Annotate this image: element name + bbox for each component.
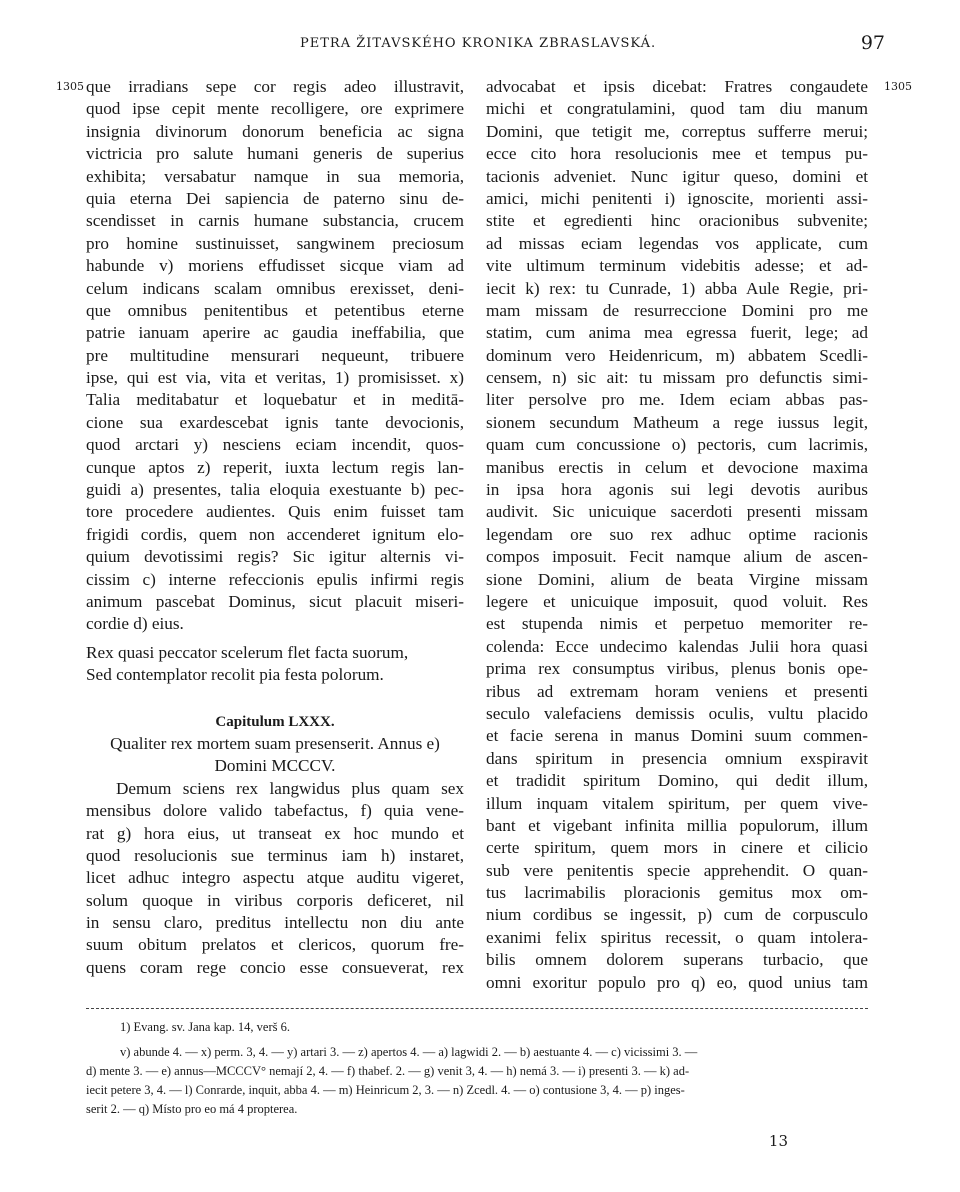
text-line: quia eterna Dei sapiencia de paterno sinu de- — [86, 188, 464, 208]
page-number: 97 — [860, 32, 885, 54]
text-line: ribus ad extremam horam veniens et presenti — [486, 681, 868, 701]
footnote-variants — [86, 1043, 868, 1119]
text-line: Demum sciens rex langwidus plus quam sex — [116, 778, 464, 798]
running-title: PETRA ŽITAVSKÉHO KRONIKA ZBRASLAVSKÁ. — [300, 36, 657, 51]
text-line: mensibus dolore valido tabefactus, f) quia vene- — [86, 801, 464, 821]
text-line: liter persolve pro me. Idem eciam abbas pas- — [486, 390, 868, 410]
text-line: quium devotissimi regis? Sic igitur alternis vi- — [86, 547, 464, 567]
text-line: que omnibus penitentibus et petentibus eterne — [86, 300, 464, 320]
text-line: in ipsa hora agonis sui legi devotis auribus — [486, 480, 868, 500]
text-line: animum pascebat Dominus, sicut placuit miseri- — [86, 591, 464, 611]
text-line: bant et vigebant infinita millia populorum, illum — [486, 815, 868, 835]
text-line: licet adhuc integro aspectu atque auditu vigeret, — [86, 868, 464, 888]
text-line: cunque aptos z) reperit, iuxta lectum regis lan- — [86, 457, 464, 477]
left-paragraph — [86, 76, 464, 636]
text-line: audivit. Sic unicuique sacerdoti presenti missam — [486, 502, 868, 522]
text-line: sub vere penitentis specie apprehendit. O quan- — [486, 860, 868, 880]
text-line: celum indicans scalam omnibus erexisset, deni- — [86, 278, 464, 298]
text-line: vite ultimum terminum videbitis adesse; et ad- — [486, 256, 868, 276]
verse-line: Sed contemplator recolit pia festa polorum. — [86, 665, 384, 685]
text-line: victricia pro salute humani generis de superius — [86, 144, 464, 164]
text-line: insignia divinorum donorum beneficia ac signa — [86, 121, 464, 141]
text-line: tacionis adveniet. Nunc igitur queso, domini et — [486, 166, 868, 186]
text-line: advocabat et ipsis dicebat: Fratres congaudete — [486, 77, 868, 96]
text-line: ipse, qui est via, vita et veritas, 1) promisisset. x) — [86, 368, 464, 388]
text-line: pre multitudine mensurari nequeunt, tribuere — [86, 345, 464, 365]
verse — [86, 642, 464, 687]
text-line: scendisset in carnis humane substancia, crucem — [86, 211, 464, 231]
verse-line: Rex quasi peccator scelerum flet facta suorum, — [86, 642, 409, 662]
text-line: que irradians sepe cor regis adeo illustravit, — [86, 77, 464, 96]
text-line: stite et egredienti hinc oracionibus subvenite; — [486, 211, 868, 231]
text-line: suum obitum prelatos et clericos, quorum fre- — [86, 935, 464, 955]
text-line: legendam ore suo rex adhuc optime racionis — [486, 524, 868, 544]
footnote-separator — [86, 1008, 868, 1009]
text-line: illum inquam vitalem spiritum, per quem vive- — [486, 793, 868, 813]
footnote-line: v) abunde 4. — x) perm. 3, 4. — y) artari 3. — z) apertos 4. — a) lagwidi 2. — b) aestuante 4. — c) vicissimi 3. — — [120, 1045, 698, 1059]
text-line: et tradidit spiritum Domino, qui dedit illum, — [486, 771, 868, 791]
text-line: quod arctari y) nesciens eciam incendit, quos- — [86, 435, 464, 455]
text-line: frigidi cordis, quem non accenderet ignitum elo- — [86, 524, 464, 544]
text-line: est stupenda nimis et perpetuo memoriter re- — [486, 614, 868, 634]
text-line: censem, n) sic ait: tu missam pro defunctis simi- — [486, 368, 868, 388]
chapter-subtitle — [86, 733, 464, 778]
text-line: quam cum concussione o) pectoris, cum lacrimis, — [486, 435, 868, 455]
text-line: exanimi felix spiritus recessit, o quam intolera- — [486, 927, 868, 947]
signature-mark: 13 — [768, 1132, 788, 1150]
text-line: certe spiritum, quem mors in cinere et cilicio — [486, 838, 868, 858]
subtitle-line: Domini MCCCV. — [214, 756, 336, 776]
text-line: amici, michi penitenti i) ignoscite, morienti assi- — [486, 188, 868, 208]
chapter-title: Capitulum LXXX. — [215, 713, 335, 730]
text-line: ecce cito hora resolucionis mee et tempus pu- — [486, 144, 868, 164]
text-line: in sensu claro, preditus intellectu non diu ante — [86, 913, 464, 933]
text-line: statim, cum anima mea egressa fuerit, lege; ad — [486, 323, 868, 343]
text-line: manibus erectis in celum et devocione maxima — [486, 457, 868, 477]
text-line: patrie ianuam aperire ac gaudia ineffabilia, que — [86, 323, 464, 343]
footnotes — [86, 1018, 868, 1119]
text-line: nium cordibus se ingessit, p) cum de corpusculo — [486, 905, 868, 925]
right-column — [486, 76, 868, 994]
footnote-line: serit 2. — q) Místo pro eo má 4 propterea. — [86, 1102, 298, 1116]
text-line: ad missas eciam legendas vos applicate, cum — [486, 233, 868, 253]
text-line: cione sua exardescebat ignis tante devocionis, — [86, 412, 464, 432]
footnote-line: iecit petere 3, 4. — l) Conrarde, inquit, abba 4. — m) Heinricum 2, 3. — n) Zcedl. 4. — o) contusione 3, 4. — p) inges- — [86, 1083, 685, 1097]
text-line: cordie d) eius. — [86, 614, 184, 634]
text-line: quens coram rege concio esse consueverat, rex — [86, 957, 464, 977]
text-line: solum quoque in viribus corporis deficeret, nil — [86, 890, 464, 910]
text-line: pro homine sustinuisset, sangwinem preciosum — [86, 233, 464, 253]
footnote-line: d) mente 3. — e) annus—MCCCV° nemají 2, 4. — f) thabef. 2. — g) venit 3, 4. — h) nemá 3. — i) presenti 3. — k) ad- — [86, 1064, 690, 1078]
chapter-paragraph — [86, 778, 464, 980]
text-line: tus lacrimabilis ploracionis gemitus mox om- — [486, 883, 868, 903]
text-line: rat g) hora eius, ut transeat ex hoc mundo et — [86, 823, 464, 843]
text-line: michi et congratulamini, quod tam diu manum — [486, 99, 868, 119]
text-line: prima rex consumptus viribus, plenus bonis ope- — [486, 659, 868, 679]
text-line: seculo valefaciens demissis oculis, vultu placido — [486, 703, 868, 723]
left-column — [86, 76, 464, 979]
text-line: omni exoritur populo pro q) eo, quod unius tam — [486, 972, 868, 992]
text-line: bilis omnem dolorem superans turbacio, que — [486, 950, 868, 970]
text-line: quod ipse cepit mente recolligere, ore exprimere — [86, 99, 464, 119]
text-line: habunde v) moriens effudisset sicque viam ad — [86, 256, 464, 276]
text-line: sione Domini, alium de beata Virgine missam — [486, 569, 868, 589]
right-paragraph — [486, 76, 868, 994]
text-line: dans spiritum in presencia omnium exspiravit — [486, 748, 868, 768]
margin-year-left: 1305 — [56, 80, 84, 93]
subtitle-line: Qualiter rex mortem suam presenserit. Annus e) — [110, 733, 440, 753]
text-line: Talia meditabatur et loquebatur et in meditā- — [86, 390, 464, 410]
text-line: iecit k) rex: tu Cunrade, 1) abba Aule Regie, pri- — [486, 278, 868, 298]
text-line: compos imposuit. Fecit namque alium de ascen- — [486, 547, 868, 567]
text-line: cissim c) interne refeccionis epulis infirmi regis — [86, 569, 464, 589]
margin-year-right: 1305 — [884, 80, 912, 93]
page-header — [0, 32, 960, 56]
text-line: mam missam de resurreccione Domini pro me — [486, 300, 868, 320]
text-line: legere et unicuique imposuit, quod voluit. Res — [486, 591, 868, 611]
text-line: colenda: Ecce undecimo kalendas Julii hora quasi — [486, 636, 868, 656]
text-line: quod resolucionis sue terminus iam h) instaret, — [86, 845, 464, 865]
text-line: Domini, que tetigit me, correptus sufferre merui; — [486, 121, 868, 141]
text-line: exhibita; versabatur namque in sua memoria, — [86, 166, 464, 186]
footnote-scripture: 1) Evang. sv. Jana kap. 14, verš 6. — [120, 1020, 290, 1034]
text-line: et facie serena in manus Domini suum commen- — [486, 726, 868, 746]
text-line: guidi a) presentes, talia eloquia exestuante b) pec- — [86, 480, 464, 500]
text-line: sionem secundum Matheum a rege iussus legit, — [486, 412, 868, 432]
text-line: dominum vero Heidenricum, m) abbatem Scedli- — [486, 345, 868, 365]
text-line: tore procedere audientes. Quis enim fuisset tam — [86, 502, 464, 522]
